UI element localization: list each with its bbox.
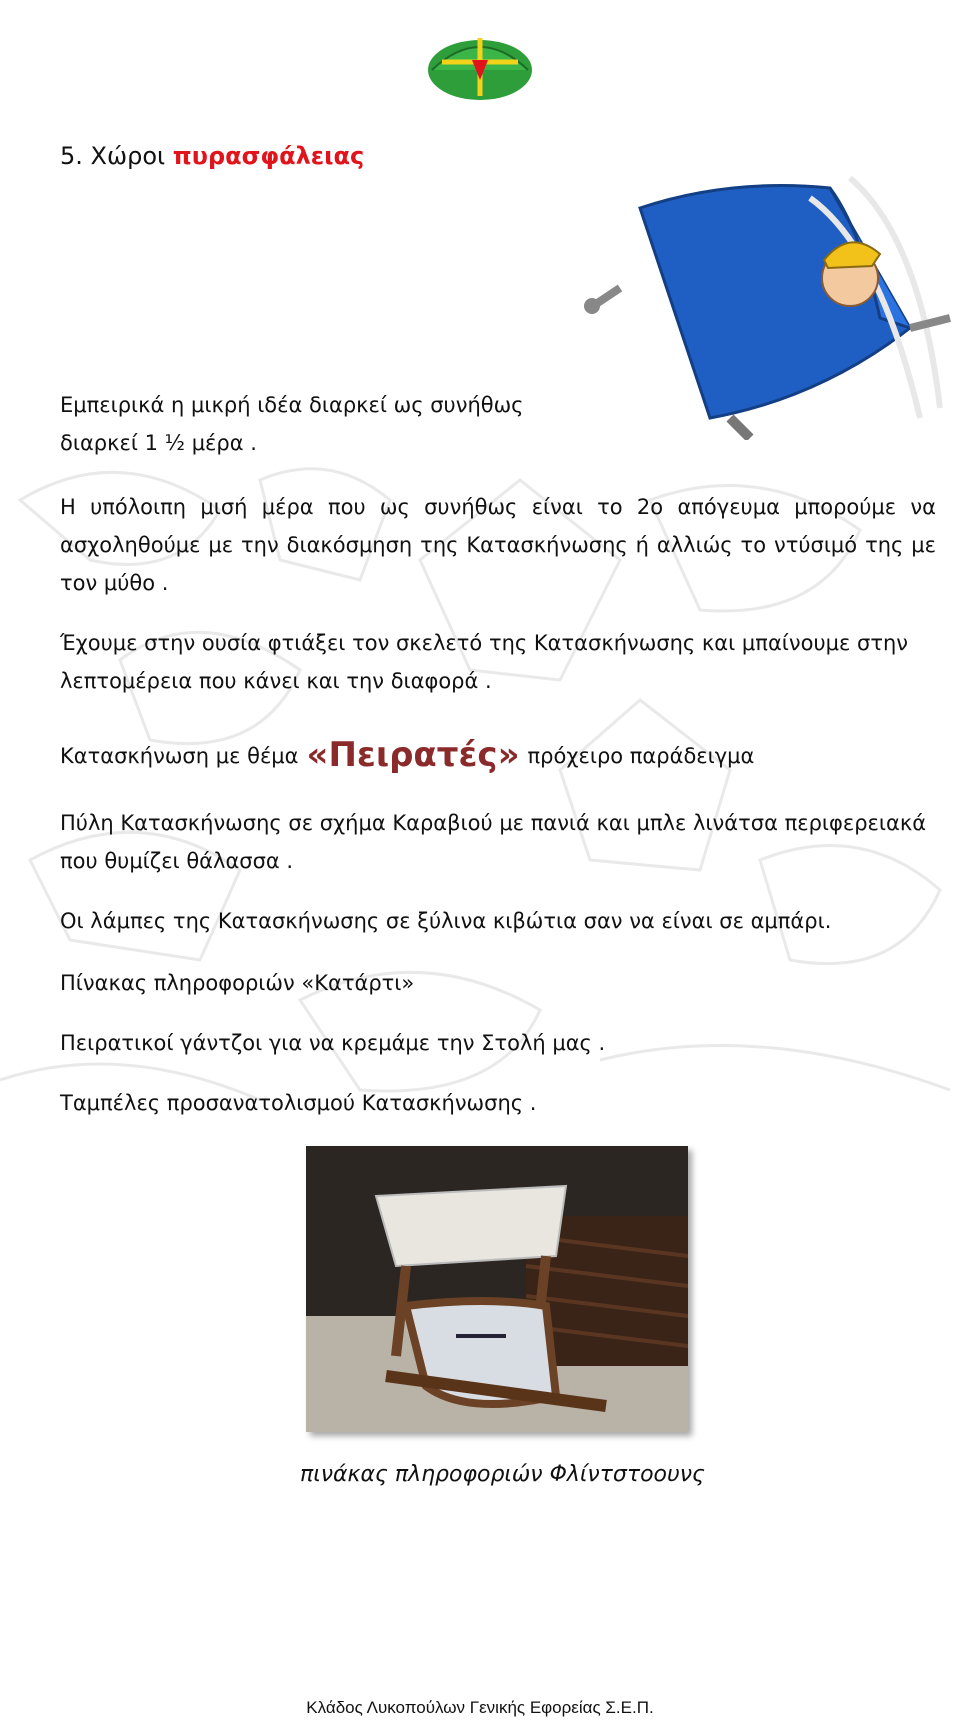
cub-section-logo: [402, 4, 558, 108]
paragraph-lamps: Οι λάμπες της Κατασκήνωσης σε ξύλινα κιβώτια σαν να είναι σε αμπάρι.: [60, 909, 832, 933]
paragraph-hooks: Πειρατικοί γάντζοι για να κρεμάμε την Στολή μας .: [60, 1031, 606, 1055]
page-footer: Κλάδος Λυκοπούλων Γενικής Εφορείας Σ.Ε.Π.: [306, 1698, 654, 1717]
theme-suffix: πρόχειρο παράδειγμα: [527, 744, 755, 768]
paragraph-line: Εμπειρικά η μικρή ιδέα διαρκεί ως συνήθως: [60, 393, 524, 417]
photo-caption: πινάκας πληροφοριών Φλίντστοουνς: [300, 1462, 705, 1487]
paragraph-skeleton: Έχουμε στην ουσία φτιάξει τον σκελετό της Κατασκήνωσης και μπαίνουμε στην λεπτομέρεια που κάνει και την διαφορά .: [60, 631, 908, 693]
heading-number: 5.: [60, 142, 83, 170]
tent-cub-illustration: [580, 168, 960, 440]
paragraph-afternoon: Η υπόλοιπη μισή μέρα που ως συνήθως είναι το 2ο απόγευμα μπορούμε να ασχοληθούμε με την διακόσμηση της Κατασκήνωσης ή αλλιώς το ντύσιμό της με τον μύθο .: [60, 495, 936, 595]
paragraph-info-board: Πίνακας πληροφοριών «Κατάρτι»: [60, 971, 415, 995]
flintstones-info-board-photo: [306, 1146, 688, 1432]
cub-cap-logo-icon: [402, 4, 558, 108]
paragraph-theme: [60, 736, 936, 775]
section-heading: [60, 142, 364, 170]
photo-image: [306, 1146, 688, 1432]
paragraph-line: διαρκεί 1 ½ μέρα .: [60, 431, 257, 455]
paragraph-duration: [60, 386, 580, 462]
heading-text: Χώροι: [90, 142, 166, 170]
theme-prefix: Κατασκήνωση με θέμα: [60, 744, 299, 768]
paragraph-signs: Ταμπέλες προσανατολισμού Κατασκήνωσης .: [60, 1091, 537, 1115]
paragraph-gate: Πύλη Κατασκήνωσης σε σχήμα Καραβιού με πανιά και μπλε λινάτσα περιφερειακά που θυμίζει θάλασσα .: [60, 811, 927, 873]
heading-highlight: πυρασφάλειας: [172, 142, 365, 170]
theme-title: «Πειρατές»: [306, 735, 520, 775]
